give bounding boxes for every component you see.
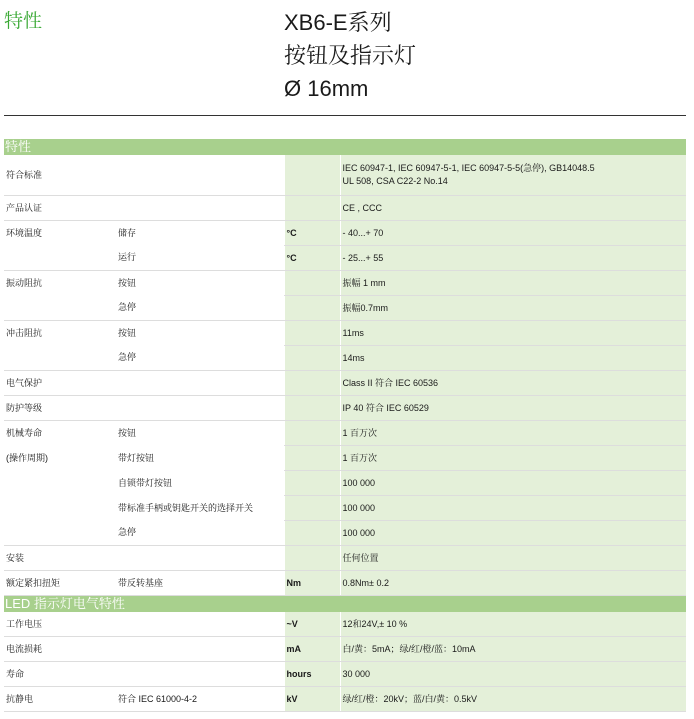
row-sublabel: 按钮	[118, 277, 137, 288]
table-row	[4, 471, 686, 496]
row-unit: kV	[284, 687, 340, 712]
row-unit: Nm	[284, 571, 340, 596]
row-value: IP 40 符合 IEC 60529	[340, 396, 686, 421]
row-unit	[284, 421, 340, 446]
row-sublabel	[116, 196, 284, 221]
row-unit	[284, 496, 340, 521]
row-unit: °C	[284, 221, 340, 246]
row-label: 额定紧扣扭矩	[4, 571, 116, 596]
title-divider	[4, 115, 686, 116]
row-sublabel: 带灯按钮	[118, 452, 155, 463]
row-value: 12和24V,± 10 %	[340, 612, 686, 637]
table-row	[4, 221, 686, 246]
table-row	[4, 612, 686, 637]
product-series-title: XB6-E系列	[284, 10, 392, 35]
row-unit: °C	[284, 246, 340, 271]
row-label	[4, 471, 116, 496]
table-row	[4, 546, 686, 571]
row-unit	[284, 346, 340, 371]
section-title: 特性	[4, 139, 686, 155]
row-unit	[284, 546, 340, 571]
table-row	[4, 421, 686, 446]
row-label: 抗静电	[4, 687, 116, 712]
row-label	[4, 521, 116, 546]
table-row	[4, 155, 686, 196]
row-value-line: UL 508, CSA C22-2 No.14	[342, 176, 448, 186]
row-unit: ~V	[284, 612, 340, 637]
row-unit	[284, 396, 340, 421]
row-value: - 40...+ 70	[340, 221, 686, 246]
row-unit	[284, 296, 340, 321]
product-title-block	[284, 6, 416, 105]
row-value: 30 000	[340, 662, 686, 687]
row-sublabel: 自锁带灯按钮	[118, 477, 173, 488]
row-unit	[284, 196, 340, 221]
table-row	[4, 271, 686, 296]
row-unit	[284, 271, 340, 296]
table-row	[4, 371, 686, 396]
row-sublabel: 储存	[118, 227, 137, 238]
row-label: 防护等级	[4, 396, 116, 421]
section-header-characteristics	[4, 139, 686, 155]
row-value: 白/黄：5mA；绿/红/橙/蓝：10mA	[340, 637, 686, 662]
row-value: 1 百万次	[340, 421, 686, 446]
table-row	[4, 346, 686, 371]
row-label: 符合标准	[4, 155, 116, 196]
row-value: 100 000	[340, 496, 686, 521]
row-label: 产品认证	[4, 196, 116, 221]
product-type-title: 按钮及指示灯	[284, 43, 417, 68]
row-value: 任何位置	[340, 546, 686, 571]
row-unit	[284, 521, 340, 546]
row-sublabel: 急停	[116, 521, 284, 546]
row-unit	[284, 155, 340, 196]
table-row	[4, 571, 686, 596]
row-value	[340, 155, 686, 196]
row-sublabel	[116, 546, 284, 571]
row-label: 冲击阻抗	[6, 327, 43, 338]
row-label: 寿命	[4, 662, 116, 687]
row-sublabel	[116, 612, 284, 637]
row-label: 电气保护	[4, 371, 116, 396]
row-label: 机械寿命	[6, 427, 43, 438]
row-value: 14ms	[340, 346, 686, 371]
row-sublabel	[116, 371, 284, 396]
table-row	[4, 496, 686, 521]
row-sublabel: 按钮	[118, 327, 137, 338]
row-value-line: IEC 60947-1, IEC 60947-5-1, IEC 60947-5-5(急停), GB14048.5	[342, 163, 595, 173]
row-label: 环境温度	[6, 227, 43, 238]
row-value: - 25...+ 55	[340, 246, 686, 271]
table-row	[4, 196, 686, 221]
row-sublabel: 带标准手柄或钥匙开关的选择开关	[118, 502, 254, 513]
page-section-title: 特性	[4, 11, 43, 32]
product-size-title: Ø 16mm	[284, 76, 369, 101]
table-row	[4, 446, 686, 471]
row-value: 振幅 1 mm	[340, 271, 686, 296]
table-row	[4, 296, 686, 321]
section-header-led-electrical	[4, 596, 686, 613]
row-sublabel: 按钮	[118, 427, 137, 438]
row-value: 1 百万次	[340, 446, 686, 471]
row-sublabel: 急停	[116, 346, 284, 371]
row-unit	[284, 321, 340, 346]
row-value: Class II 符合 IEC 60536	[340, 371, 686, 396]
row-label: 工作电压	[4, 612, 116, 637]
row-label: (操作周期)	[6, 452, 48, 463]
row-unit	[284, 371, 340, 396]
row-value: 0.8Nm± 0.2	[340, 571, 686, 596]
row-value: CE , CCC	[340, 196, 686, 221]
row-value: 振幅0.7mm	[340, 296, 686, 321]
table-row	[4, 246, 686, 271]
table-row	[4, 396, 686, 421]
spec-table	[4, 139, 686, 712]
table-row	[4, 637, 686, 662]
row-sublabel	[116, 637, 284, 662]
row-unit	[284, 446, 340, 471]
row-sublabel: 符合 IEC 61000-4-2	[116, 687, 284, 712]
row-sublabel: 运行	[116, 246, 284, 271]
row-label: 安装	[4, 546, 116, 571]
row-value: 11ms	[340, 321, 686, 346]
row-label: 振动阻抗	[6, 277, 43, 288]
section-title: LED 指示灯电气特性	[4, 596, 686, 613]
row-unit: mA	[284, 637, 340, 662]
table-row	[4, 321, 686, 346]
row-sublabel	[116, 396, 284, 421]
table-row	[4, 662, 686, 687]
row-label: 电流损耗	[4, 637, 116, 662]
table-row	[4, 687, 686, 712]
row-value: 绿/红/橙：20kV；蓝/白/黄：0.5kV	[340, 687, 686, 712]
row-sublabel	[116, 662, 284, 687]
row-sublabel: 带反转基座	[116, 571, 284, 596]
row-label	[4, 346, 116, 371]
row-unit	[284, 471, 340, 496]
row-unit: hours	[284, 662, 340, 687]
row-value: 100 000	[340, 521, 686, 546]
table-row	[4, 521, 686, 546]
row-value: 100 000	[340, 471, 686, 496]
row-label	[4, 496, 116, 521]
row-label	[4, 246, 116, 271]
row-sublabel: 急停	[116, 296, 284, 321]
row-sublabel	[116, 155, 284, 196]
row-label	[4, 296, 116, 321]
